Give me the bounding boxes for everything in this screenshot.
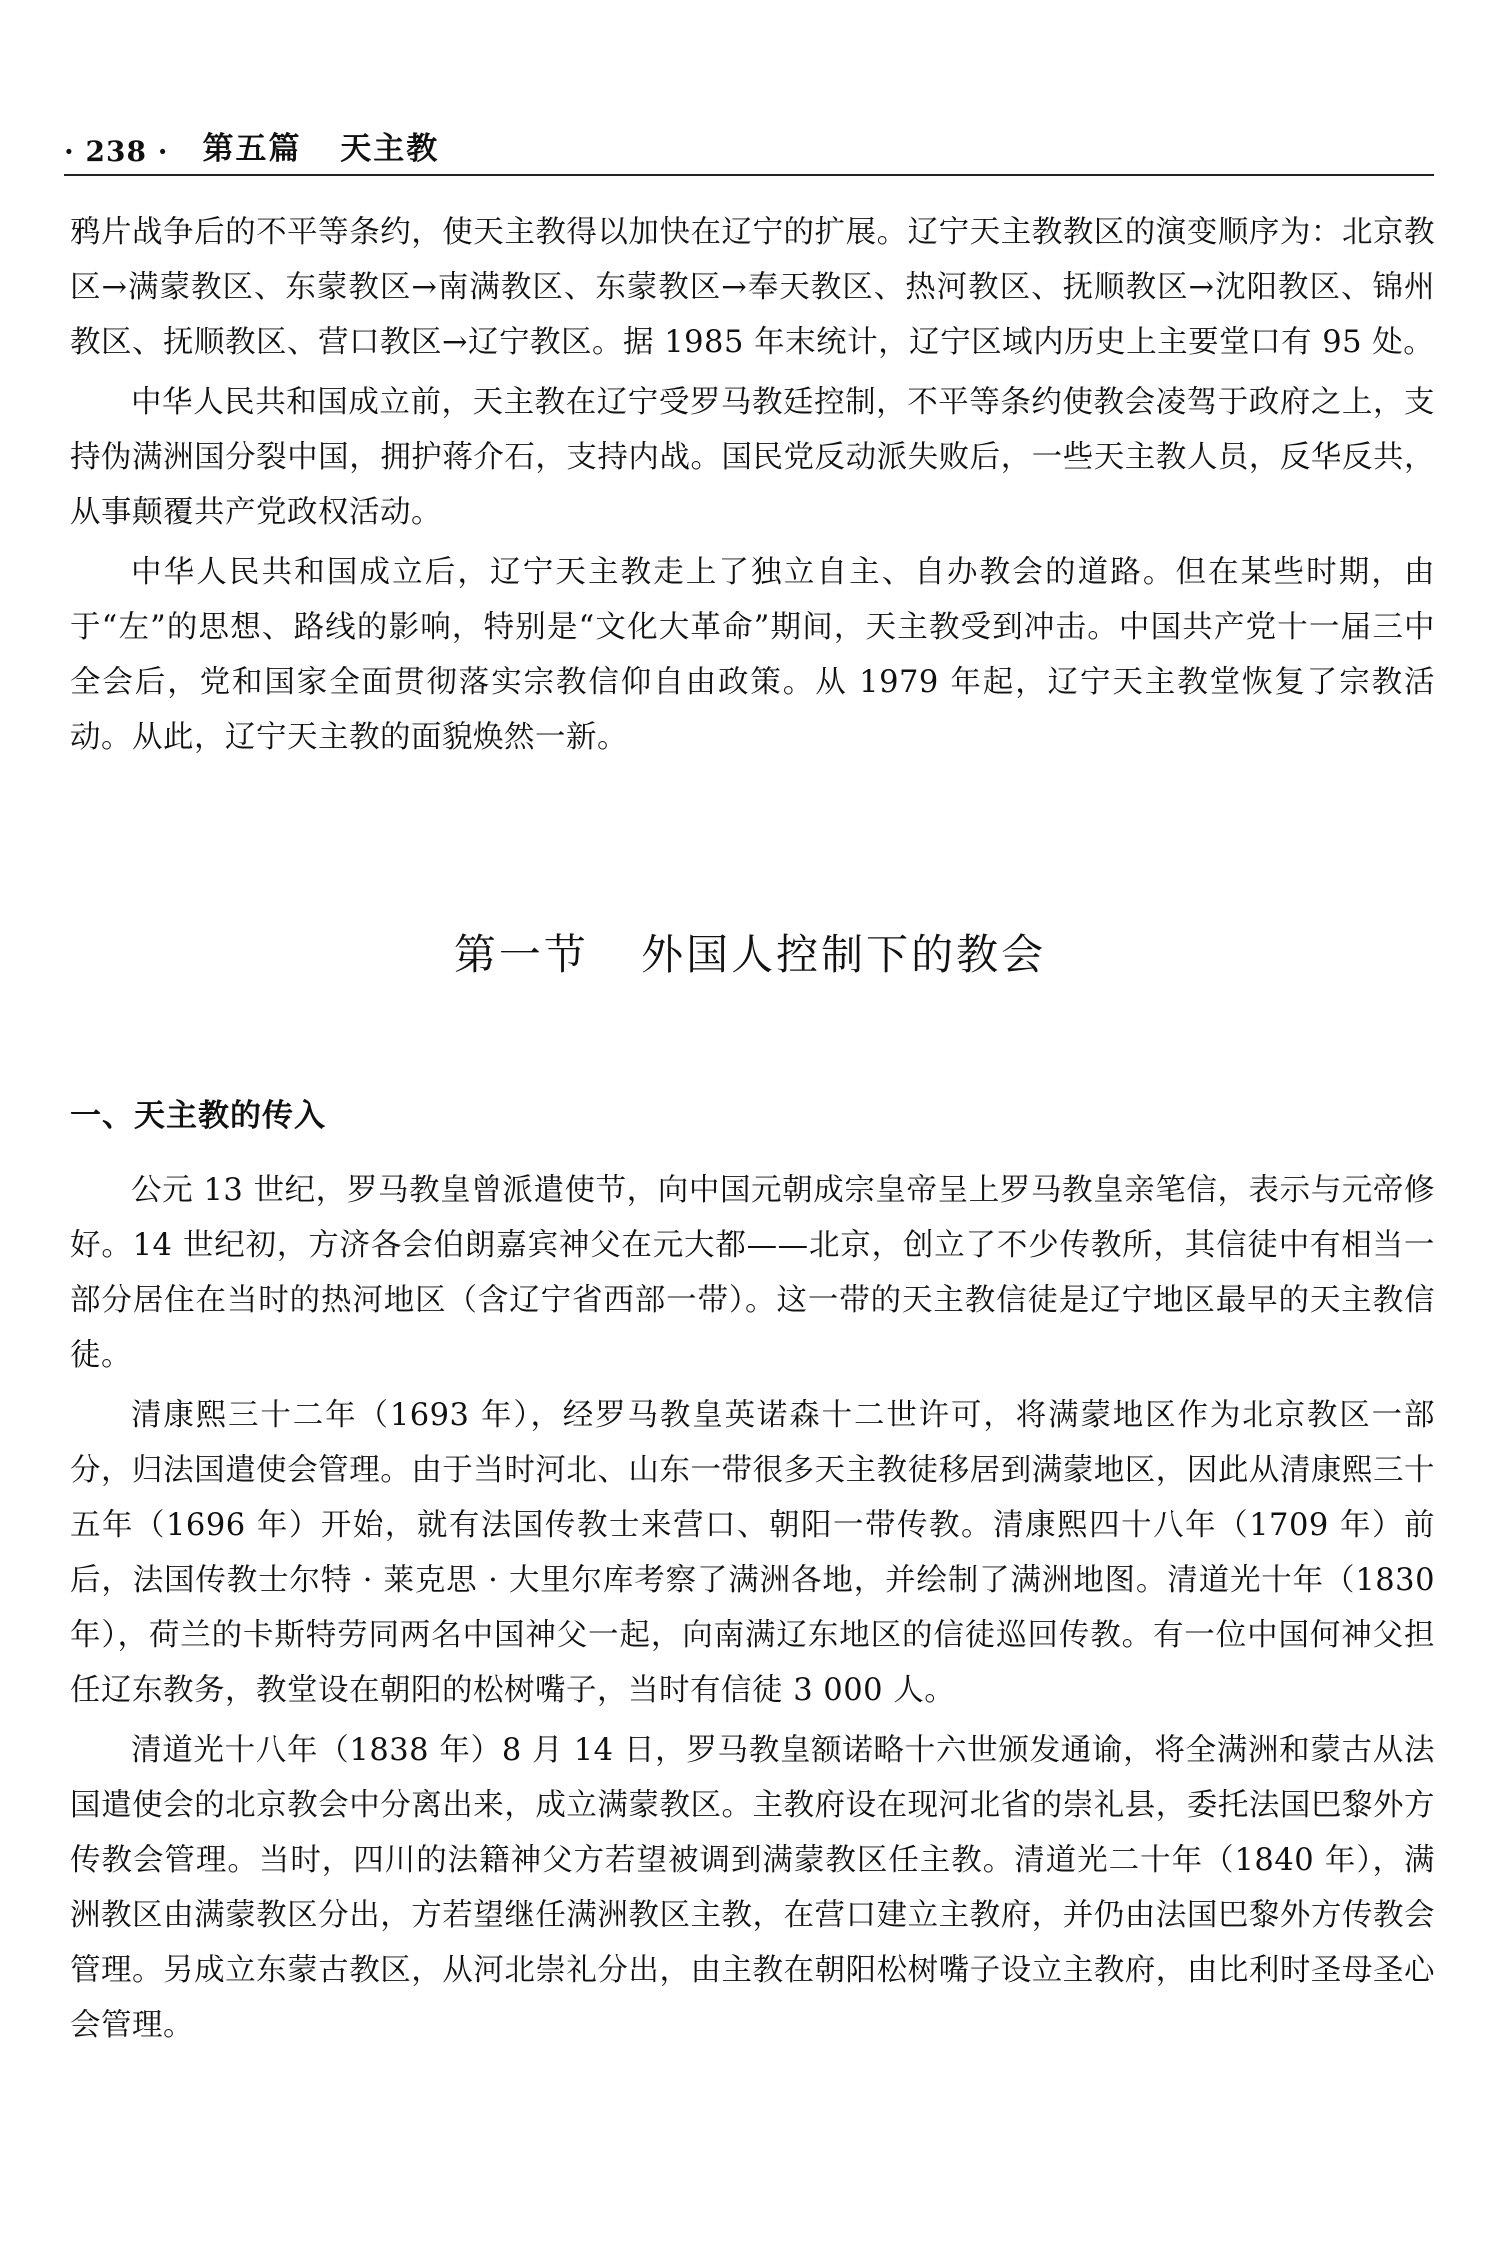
- intro-paragraph-2: 中华人民共和国成立前，天主教在辽宁受罗马教廷控制，不平等条约使教会凌驾于政府之上，支持伪满洲国分裂中国，拥护蒋介石，支持内战。国民党反动派失败后，一些天主教人员，反华反共，从事颠覆共产党政权活动。: [70, 385, 1435, 530]
- main-paragraph-3: 清道光十八年（1838 年）8 月 14 日，罗马教皇额诺略十六世颁发通谕，将全满洲和蒙古从法国遣使会的北京教会中分离出来，成立满蒙教区。主教府设在现河北省的崇礼县，委托法国巴黎外方传教会管理。当时，四川的法籍神父方若望被调到满蒙教区任主教。清道光二十年（1840 年），满洲教区由满蒙教区分出，方若望继任满洲教区主教，在营口建立主教府，并仍由法国巴黎外方传教会管理。另成立东蒙古教区，从河北崇礼分出，由主教在朝阳松树嘴子设立主教府，由比利时圣母圣心会管理。: [70, 1733, 1435, 2043]
- intro-paragraph-3: 中华人民共和国成立后，辽宁天主教走上了独立自主、自办教会的道路。但在某些时期，由于“左”的思想、路线的影响，特别是“文化大革命”期间，天主教受到冲击。中国共产党十一届三中全会后，党和国家全面贯彻落实宗教信仰自由政策。从 1979 年起，辽宁天主教堂恢复了宗教活动。从此，辽宁天主教的面貌焕然一新。: [70, 555, 1435, 755]
- main-paragraph-1: 公元 13 世纪，罗马教皇曾派遣使节，向中国元朝成宗皇帝呈上罗马教皇亲笔信，表示与元帝修好。14 世纪初，方济各会伯朗嘉宾神父在元大都——北京，创立了不少传教所，其信徒中有相当一部分居住在当时的热河地区（含辽宁省西部一带）。这一带的天主教信徒是辽宁地区最早的天主教信徒。: [70, 1173, 1435, 1373]
- section-title: 第一节 外国人控制下的教会: [453, 930, 1047, 979]
- page-number: · 238 ·: [64, 135, 169, 168]
- subsection-title: 一、天主教的传入: [70, 1098, 326, 1134]
- running-header: [64, 128, 1434, 176]
- intro-paragraph-1: 鸦片战争后的不平等条约，使天主教得以加快在辽宁的扩展。辽宁天主教教区的演变顺序为：北京教区→满蒙教区、东蒙教区→南满教区、东蒙教区→奉天教区、热河教区、抚顺教区→沈阳教区、锦州教区、抚顺教区、营口教区→辽宁教区。据 1985 年末统计，辽宁区域内历史上主要堂口有 95 处。: [70, 215, 1435, 360]
- part-title: 第五篇 天主教: [202, 131, 440, 167]
- main-text: [70, 1163, 1435, 2058]
- main-paragraph-2: 清康熙三十二年（1693 年），经罗马教皇英诺森十二世许可，将满蒙地区作为北京教区一部分，归法国遣使会管理。由于当时河北、山东一带很多天主教徒移居到满蒙地区，因此从清康熙三十五年（1696 年）开始，就有法国传教士来营口、朝阳一带传教。清康熙四十八年（1709 年）前后，法国传教士尔特 · 莱克思 · 大里尔库考察了满洲各地，并绘制了满洲地图。清道光十年（1830 年），荷兰的卡斯特劳同两名中国神父一起，向南满辽东地区的信徒巡回传教。有一位中国何神父担任辽东教务，教堂设在朝阳的松树嘴子，当时有信徒 3 000 人。: [70, 1398, 1435, 1708]
- intro-text: [70, 205, 1435, 770]
